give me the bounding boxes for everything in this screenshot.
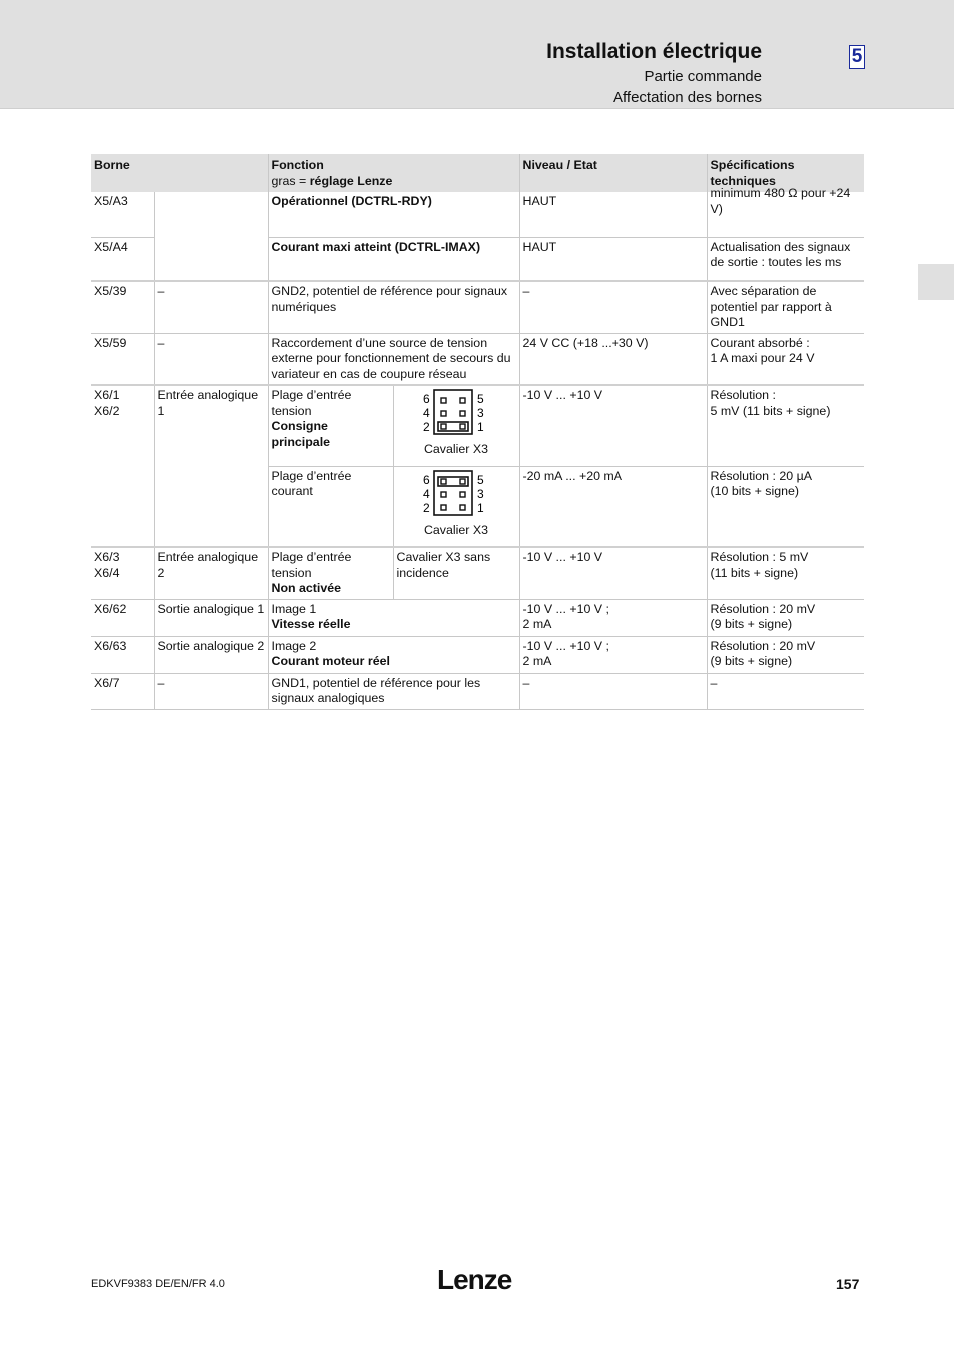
cell-spec bbox=[707, 599, 864, 636]
pin-label: 3 bbox=[477, 406, 484, 420]
header-niveau: Niveau / Etat bbox=[519, 154, 707, 192]
cell-niveau: -10 V ... +10 V bbox=[519, 547, 707, 599]
cell-spec-line: Résolution : 20 mV bbox=[710, 601, 816, 616]
cell-niveau-line: -10 V ... +10 V ; bbox=[522, 601, 609, 616]
cell-fonction bbox=[268, 599, 519, 636]
jumper-diagram-voltage bbox=[421, 388, 491, 440]
page-number: 157 bbox=[836, 1276, 860, 1292]
cell-niveau: 24 V CC (+18 ...+30 V) bbox=[519, 333, 707, 385]
table-row bbox=[91, 673, 864, 709]
chapter-number: 5 bbox=[849, 45, 865, 69]
cell-fonction bbox=[268, 636, 519, 673]
cell-spec-line: (11 bits + signe) bbox=[710, 565, 799, 580]
cell-niveau: -20 mA ... +20 mA bbox=[519, 466, 707, 547]
jumper-pin bbox=[441, 492, 446, 497]
cell-borne: X6/62 bbox=[91, 599, 154, 636]
cell-spec-line: Résolution : 5 mV bbox=[710, 550, 809, 564]
cell-niveau: -10 V ... +10 V bbox=[519, 385, 707, 466]
cell-niveau-line: 2 mA bbox=[522, 654, 552, 668]
cell-desc-empty bbox=[154, 192, 268, 281]
jumper-header-outline bbox=[434, 390, 472, 434]
cell-spec bbox=[707, 186, 864, 237]
cell-borne-line: X6/1 bbox=[94, 388, 120, 402]
cell-spec: – bbox=[707, 673, 864, 709]
pin-label: 4 bbox=[423, 406, 430, 420]
cell-fonction: Opérationnel (DCTRL-RDY) bbox=[268, 192, 519, 237]
cell-niveau: HAUT bbox=[519, 237, 707, 281]
cell-fonction: GND1, potentiel de référence pour les signaux analogiques bbox=[268, 673, 519, 709]
cell-borne bbox=[91, 385, 154, 547]
cell-desc: – bbox=[154, 281, 268, 333]
cell-jumper-note: Cavalier X3 sans incidence bbox=[393, 547, 519, 599]
cell-borne-line: X6/4 bbox=[94, 565, 120, 580]
terminal-assignment-table bbox=[91, 154, 864, 710]
cell-spec bbox=[707, 636, 864, 673]
header-borne: Borne bbox=[91, 154, 268, 192]
header-fonction-note bbox=[272, 174, 516, 190]
cell-borne: X5/A4 bbox=[91, 237, 154, 281]
jumper-pin bbox=[441, 424, 446, 429]
jumper-pin bbox=[460, 479, 465, 484]
pin-label: 6 bbox=[423, 472, 430, 487]
cell-borne: X5/59 bbox=[91, 333, 154, 385]
cell-range-label: Plage d’entrée tension bbox=[271, 550, 352, 580]
cell-range-label: Plage d’entrée tension bbox=[271, 388, 352, 418]
cell-borne: X5/A3 bbox=[91, 192, 154, 237]
cell-borne: X6/7 bbox=[91, 673, 154, 709]
cell-borne: X6/63 bbox=[91, 636, 154, 673]
table-row bbox=[91, 385, 864, 466]
jumper-pin bbox=[460, 411, 465, 416]
cell-niveau bbox=[519, 599, 707, 636]
document-reference: EDKVF9383 DE/EN/FR 4.0 bbox=[91, 1278, 225, 1290]
jumper-pin bbox=[460, 492, 465, 497]
cell-default-setting: Non activée bbox=[271, 581, 342, 595]
cell-spec-line: (9 bits + signe) bbox=[710, 654, 793, 668]
jumper-pin bbox=[441, 411, 446, 416]
cell-spec-line: 1 A maxi pour 24 V bbox=[710, 351, 815, 365]
cell-niveau: – bbox=[519, 281, 707, 333]
jumper-pin bbox=[441, 398, 446, 403]
cell-spec: Avec séparation de potentiel par rapport à GND1 bbox=[707, 281, 864, 333]
cell-fonction bbox=[268, 547, 393, 599]
cell-spec-text: minimum 480 Ω pour +24 V) bbox=[710, 186, 851, 216]
header-fonction bbox=[268, 154, 519, 192]
jumper-pin bbox=[441, 505, 446, 510]
pin-label: 3 bbox=[477, 486, 484, 501]
table-row bbox=[91, 636, 864, 673]
jumper-pin bbox=[460, 505, 465, 510]
cell-niveau-line: 2 mA bbox=[522, 617, 552, 631]
section-subtitle-1: Partie commande bbox=[644, 68, 762, 85]
header-fonction-note-prefix: gras = bbox=[271, 173, 310, 188]
header-fonction-label: Fonction bbox=[271, 158, 324, 172]
cell-spec bbox=[707, 466, 864, 547]
pin-label: 5 bbox=[477, 472, 484, 487]
cell-desc: Entrée analogique 2 bbox=[154, 547, 268, 599]
cell-spec-line: Résolution : 20 µA bbox=[710, 468, 813, 483]
side-tab-marker bbox=[918, 264, 954, 300]
pin-label: 5 bbox=[477, 392, 484, 406]
lenze-logo: Lenze bbox=[437, 1264, 512, 1295]
cell-jumper bbox=[393, 385, 519, 466]
cell-fonction: Raccordement d’une source de tension externe pour fonctionnement de secours du variateur en cas de coupure réseau bbox=[268, 333, 519, 385]
cell-default-setting: Vitesse réelle bbox=[271, 617, 351, 631]
pin-label: 1 bbox=[477, 420, 484, 434]
cell-niveau: – bbox=[519, 673, 707, 709]
cell-borne-line: X6/2 bbox=[94, 403, 120, 418]
cell-desc: – bbox=[154, 673, 268, 709]
cell-niveau: HAUT bbox=[519, 192, 707, 237]
table-row bbox=[91, 599, 864, 636]
cell-spec bbox=[707, 385, 864, 466]
header-spec: Spécifications techniques bbox=[707, 154, 864, 192]
cell-borne-line: X6/3 bbox=[94, 550, 120, 564]
cell-fonction: Plage d’entrée courant bbox=[268, 466, 393, 547]
pin-label: 1 bbox=[477, 500, 484, 515]
table-row bbox=[91, 333, 864, 385]
cell-niveau bbox=[519, 636, 707, 673]
table-row bbox=[91, 192, 864, 237]
cell-spec-line: (10 bits + signe) bbox=[710, 484, 800, 498]
cell-spec-line: Résolution : 20 mV bbox=[710, 638, 816, 653]
table-row bbox=[91, 281, 864, 333]
jumper-pin bbox=[460, 424, 465, 429]
cell-jumper bbox=[393, 466, 519, 547]
cell-fonction-line: Image 1 bbox=[271, 601, 317, 616]
table-row bbox=[91, 547, 864, 599]
cell-niveau-line: -10 V ... +10 V ; bbox=[522, 638, 609, 653]
cell-fonction: Courant maxi atteint (DCTRL-IMAX) bbox=[268, 237, 519, 281]
cell-spec-line: 5 mV (11 bits + signe) bbox=[710, 403, 831, 418]
pin-label: 2 bbox=[423, 500, 430, 515]
cell-fonction: GND2, potentiel de référence pour signaux numériques bbox=[268, 281, 519, 333]
cell-spec bbox=[707, 547, 864, 599]
cell-desc: Sortie analogique 2 bbox=[154, 636, 268, 673]
cell-default-setting: Consigne principale bbox=[271, 419, 331, 449]
pin-label: 6 bbox=[423, 392, 430, 406]
page-header bbox=[0, 0, 954, 109]
section-title: Installation électrique bbox=[546, 40, 762, 63]
cell-spec-line: Courant absorbé : bbox=[710, 335, 810, 350]
cell-fonction-line: Image 2 bbox=[271, 638, 317, 653]
cell-default-setting: Courant moteur réel bbox=[271, 654, 390, 668]
header-fonction-note-bold: réglage Lenze bbox=[309, 173, 393, 188]
pin-label: 4 bbox=[423, 486, 430, 501]
pin-label: 2 bbox=[423, 420, 430, 434]
cell-fonction bbox=[268, 385, 393, 466]
cell-borne bbox=[91, 547, 154, 599]
cell-spec: Actualisation des signaux de sortie : toutes les ms bbox=[707, 237, 864, 281]
jumper-pin bbox=[460, 398, 465, 403]
jumper-x3-voltage bbox=[397, 388, 516, 458]
cell-borne: X5/39 bbox=[91, 281, 154, 333]
cell-desc: – bbox=[154, 333, 268, 385]
jumper-caption: Cavalier X3 bbox=[423, 442, 489, 456]
cell-spec bbox=[707, 333, 864, 385]
cell-spec-line: Résolution : bbox=[710, 388, 776, 402]
jumper-diagram-current bbox=[421, 469, 491, 521]
jumper-caption: Cavalier X3 bbox=[423, 522, 489, 537]
cell-desc: Sortie analogique 1 bbox=[154, 599, 268, 636]
cell-spec-line: (9 bits + signe) bbox=[710, 617, 793, 631]
cell-desc: Entrée analogique 1 bbox=[154, 385, 268, 547]
jumper-pin bbox=[441, 479, 446, 484]
jumper-x3-current bbox=[397, 469, 516, 539]
section-subtitle-2: Affectation des bornes bbox=[613, 89, 762, 106]
